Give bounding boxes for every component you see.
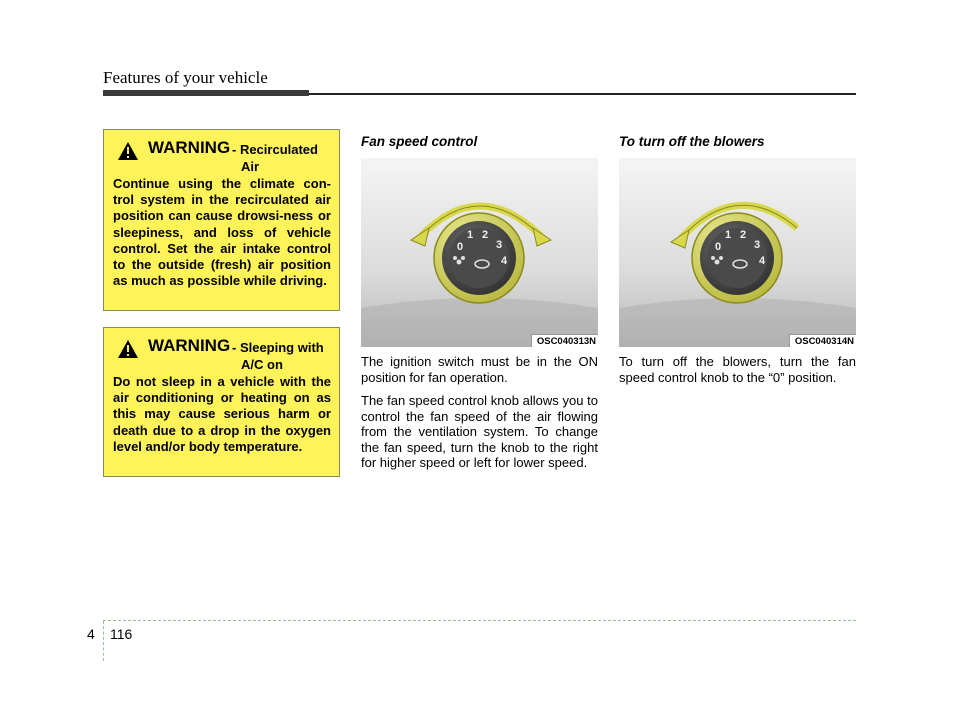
warning-box-recirculated-air: [103, 129, 340, 311]
knob-label-0: 0: [457, 241, 464, 253]
paragraph: The fan speed control knob allows you to control the fan speed of the air flowing from the ventilation system. To change the fan speed, turn the knob to the right for higher speed or left for lower speed.: [361, 393, 598, 470]
fan-knob-off-illustration: [619, 158, 856, 347]
footer-chapter-number: 4: [87, 626, 95, 642]
knob-label-3: 3: [496, 239, 503, 251]
blowers-off-text: [619, 354, 856, 393]
warning-body: Do not sleep in a vehicle with the air conditioning or heating on as this may cause serious harm or death due to a drop in the oxygen level and/or body temperature.: [113, 374, 331, 454]
footer-page-number: 116: [110, 626, 133, 642]
knob-label-2: 2: [482, 229, 489, 241]
warning-subtitle-cont: A/C on: [241, 357, 283, 372]
figure-code: OSC040313N: [531, 334, 598, 347]
warning-triangle-icon: [117, 141, 139, 161]
section-heading-blowers-off: To turn off the blowers: [619, 134, 765, 149]
figure-blowers-off-knob: [619, 158, 856, 347]
knob-label-3: 3: [754, 239, 761, 251]
fan-speed-text: [361, 354, 598, 479]
warning-subtitle-cont: Air: [241, 159, 260, 174]
header-rule-accent: [103, 90, 309, 96]
page-header-title: Features of your vehicle: [103, 68, 268, 87]
paragraph: The ignition switch must be in the ON position for fan operation.: [361, 354, 598, 385]
warning-label: WARNING: [148, 336, 231, 355]
knob-label-0: 0: [715, 241, 722, 253]
knob-label-4: 4: [759, 255, 766, 267]
knob-label-4: 4: [501, 255, 508, 267]
fan-knob-illustration: [361, 158, 598, 347]
paragraph: To turn off the blowers, turn the fan speed control knob to the “0” position.: [619, 354, 856, 385]
knob-label-2: 2: [740, 229, 747, 241]
footer-rule: [103, 620, 856, 621]
warning-triangle-icon: [117, 339, 139, 359]
footer-divider: [103, 621, 104, 661]
warning-label: WARNING: [148, 138, 231, 157]
warning-box-sleeping-ac: [103, 327, 340, 477]
warning-subtitle: - Recirculated: [232, 142, 318, 157]
figure-fan-speed-knob: [361, 158, 598, 347]
warning-title: [113, 140, 331, 176]
knob-label-1: 1: [725, 229, 732, 241]
warning-body: Continue using the climate con-trol system in the recirculated air position can cause drowsi-ness or sleepiness, and loss of vehicle control. Set the air intake control to the outside (fresh) air position as much as possible while driving.: [113, 176, 331, 289]
warning-title: [113, 338, 331, 374]
figure-code: OSC040314N: [789, 334, 856, 347]
warning-subtitle: - Sleeping with: [232, 340, 324, 355]
section-heading-fan-speed: Fan speed control: [361, 134, 478, 149]
knob-label-1: 1: [467, 229, 474, 241]
